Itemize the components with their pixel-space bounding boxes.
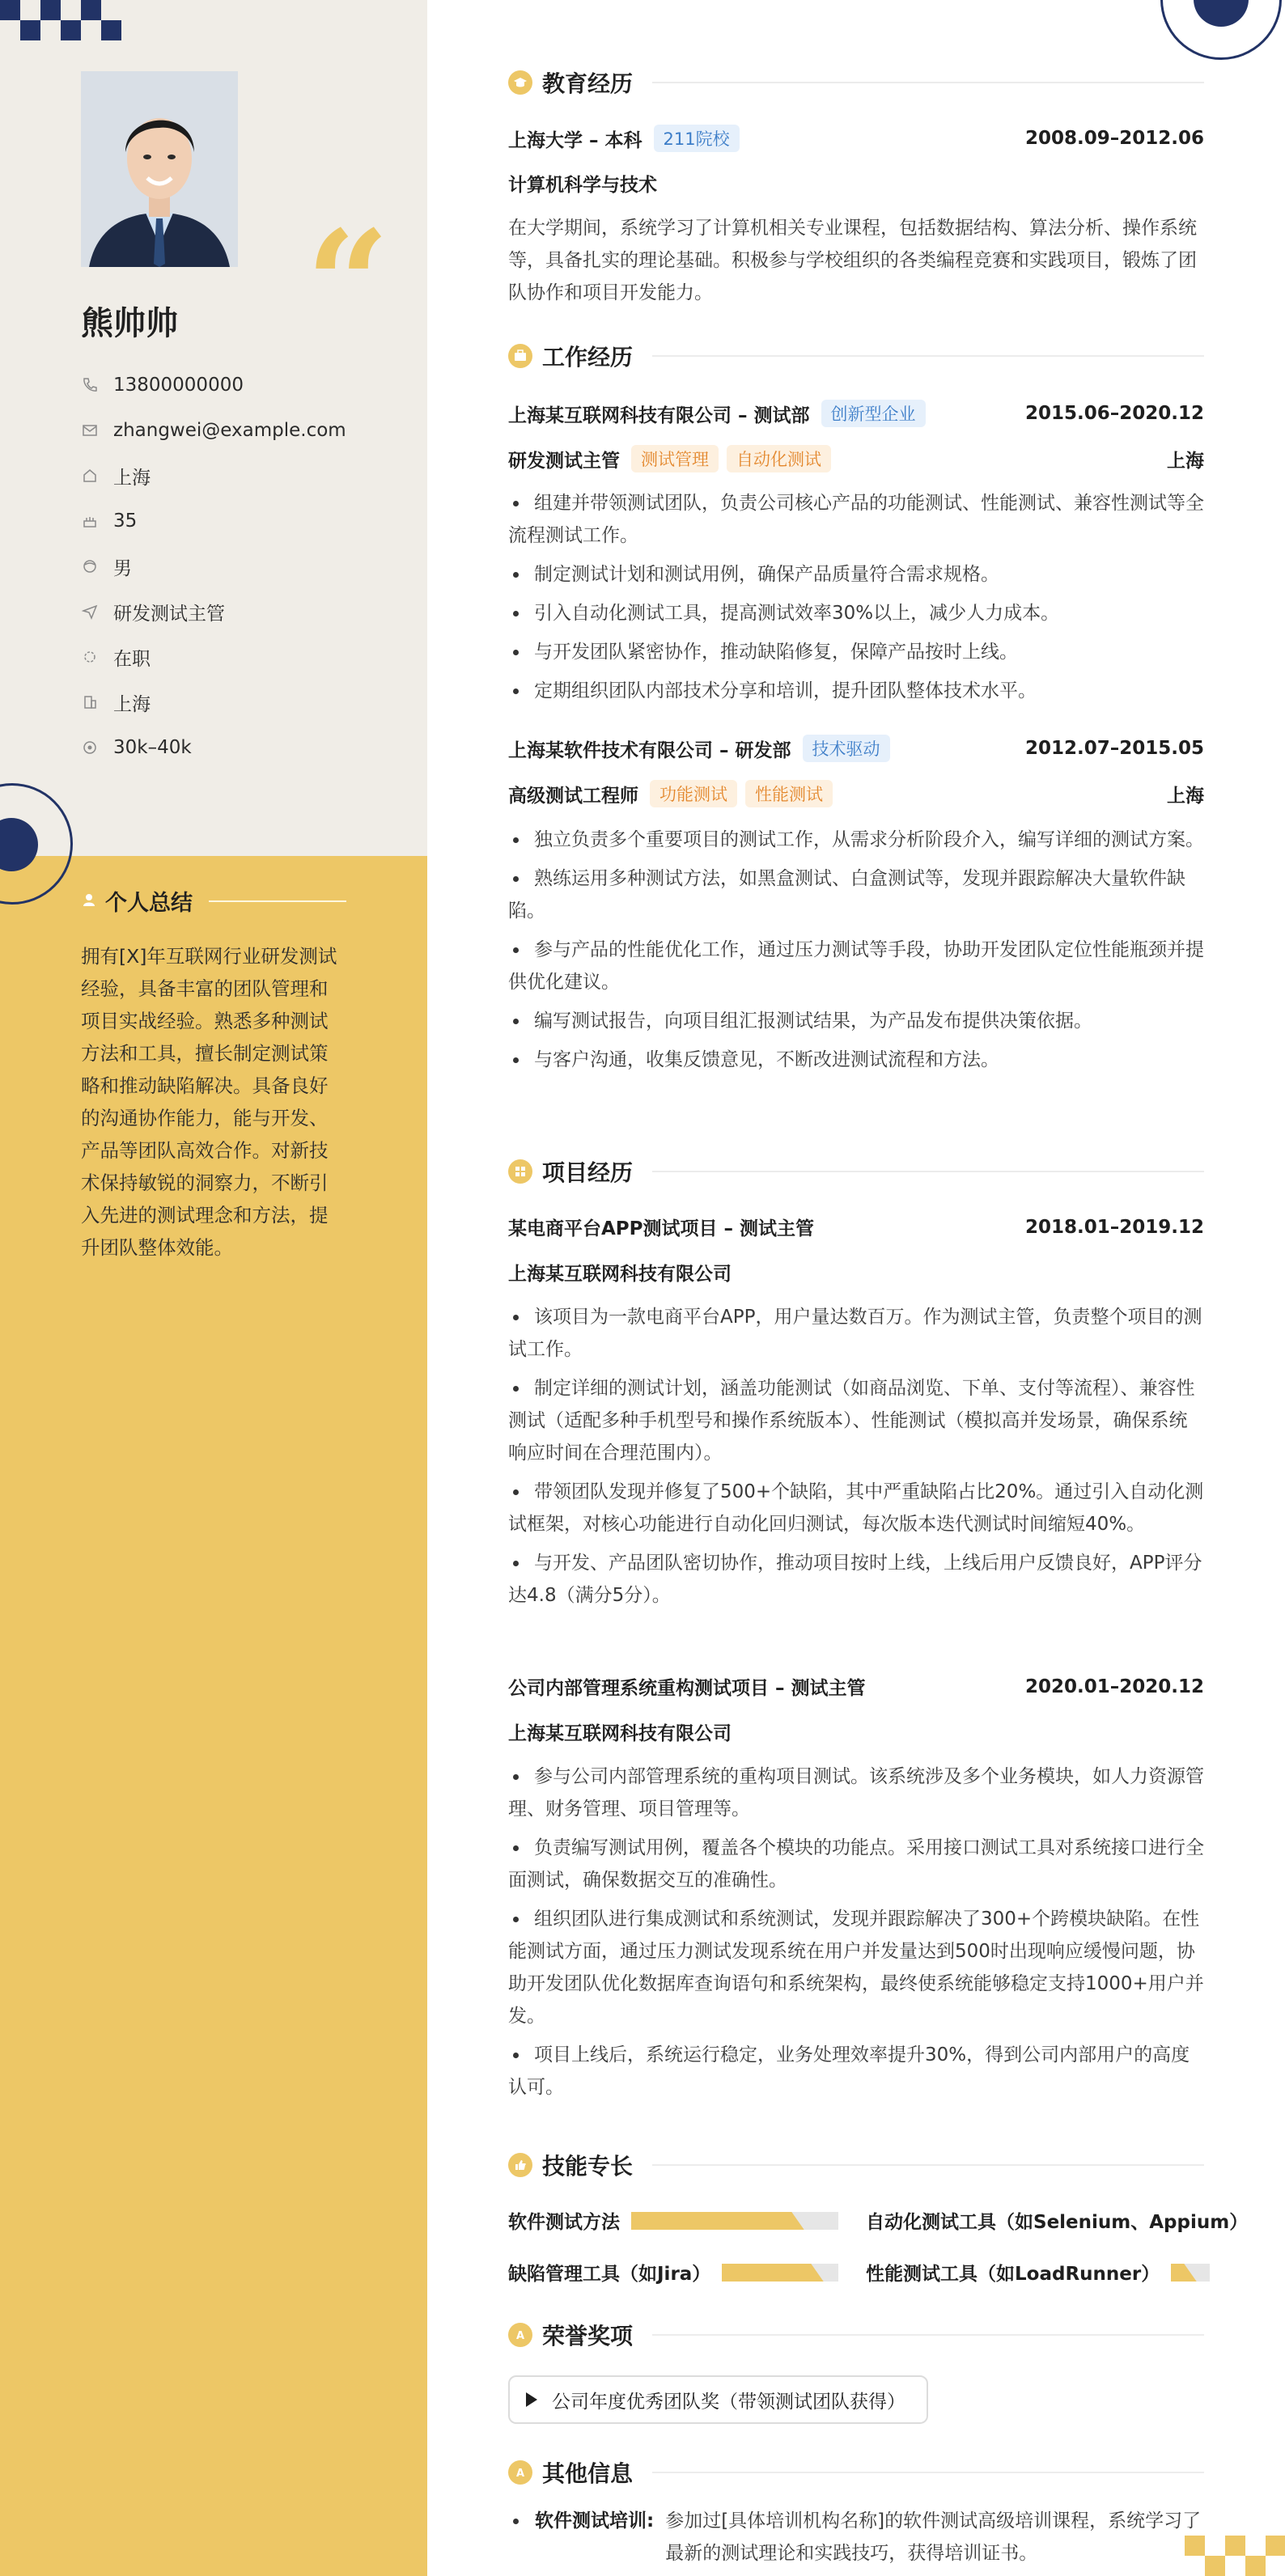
list-item: 独立负责多个重要项目的测试工作，从需求分析阶段介入，编写详细的测试方案。 bbox=[508, 824, 1204, 856]
info-city: 上海 bbox=[81, 680, 346, 725]
skill-item: 性能测试工具（如LoadRunner） bbox=[866, 2259, 1210, 2286]
school-tag: 211院校 bbox=[654, 125, 740, 152]
list-item: 带领团队发现并修复了500+个缺陷，其中严重缺陷占比20%。通过引入自动化测试框架，对核心功能进行自动化回归测试，每次版本迭代测试时间缩短40%。 bbox=[508, 1476, 1204, 1540]
project-1-company: 上海某互联网科技有限公司 bbox=[508, 1264, 732, 1285]
project-2-header: 公司内部管理系统重构测试项目 – 测试主管 2020.01–2020.12 bbox=[508, 1676, 1204, 1699]
skill-bar bbox=[722, 2264, 838, 2282]
svg-text:A: A bbox=[515, 2468, 525, 2480]
grid-icon bbox=[508, 1159, 532, 1184]
education-heading: 教育经历 bbox=[508, 66, 1204, 99]
contact-info-list bbox=[81, 362, 346, 770]
phone-icon bbox=[81, 376, 99, 394]
info-icon bbox=[508, 2460, 532, 2485]
quote-decoration: “ bbox=[306, 199, 380, 370]
status-icon bbox=[81, 648, 99, 666]
list-item: 编写测试报告，向项目组汇报测试结果，为产品发布提供决策依据。 bbox=[508, 1005, 1204, 1037]
list-item: 项目上线后，系统运行稳定，业务处理效率提升30%，得到公司内部用户的高度认可。 bbox=[508, 2039, 1204, 2104]
skill-item: 软件测试方法 bbox=[508, 2207, 838, 2234]
home-icon bbox=[81, 467, 99, 485]
company-tag: 创新型企业 bbox=[821, 400, 926, 427]
info-age: 35 bbox=[81, 498, 346, 544]
projects-heading: 项目经历 bbox=[508, 1155, 1204, 1188]
list-item: 参与产品的性能优化工作，通过压力测试等手段，协助开发团队定位性能瓶颈并提供优化建议。 bbox=[508, 934, 1204, 998]
list-item: 定期组织团队内部技术分享和培训，提升团队整体技术水平。 bbox=[508, 675, 1204, 707]
education-major: 计算机科学与技术 bbox=[508, 175, 657, 196]
profile-name: 熊帅帅 bbox=[81, 305, 178, 342]
info-position: 研发测试主管 bbox=[81, 589, 346, 634]
skill-bar bbox=[631, 2212, 838, 2230]
svg-text:A: A bbox=[515, 2330, 525, 2342]
job-2-bullets bbox=[508, 824, 1204, 1083]
job-1-bullets bbox=[508, 487, 1204, 714]
sidebar bbox=[0, 0, 427, 2576]
info-gender: 男 bbox=[81, 544, 346, 589]
info-location: 上海 bbox=[81, 453, 346, 498]
skill-tag: 测试管理 bbox=[631, 445, 719, 472]
job-2-header: 上海某软件技术有限公司 – 研发部 技术驱动 2012.07–2015.05 bbox=[508, 735, 1204, 762]
play-icon bbox=[526, 2392, 537, 2407]
other-heading: A 其他信息 bbox=[508, 2456, 1204, 2489]
info-phone: 13800000000 bbox=[81, 362, 346, 408]
project-2-company: 上海某互联网科技有限公司 bbox=[508, 1723, 732, 1744]
job-1-header: 上海某互联网科技有限公司 – 测试部 创新型企业 2015.06–2020.12 bbox=[508, 400, 1204, 427]
award-item[interactable]: 公司年度优秀团队奖（带领测试团队获得） bbox=[508, 2375, 928, 2424]
education-row: 上海大学 – 本科 211院校 2008.09–2012.06 bbox=[508, 125, 1204, 152]
skill-bar bbox=[1171, 2264, 1210, 2282]
list-item: 引入自动化测试工具，提高测试效率30%以上，减少人力成本。 bbox=[508, 597, 1204, 629]
list-item: 该项目为一款电商平台APP，用户量达数百万。作为测试主管，负责整个项目的测试工作。 bbox=[508, 1301, 1204, 1366]
mail-icon bbox=[81, 422, 99, 439]
graduation-cap-icon bbox=[508, 70, 532, 95]
project-2-bullets bbox=[508, 1760, 1204, 2110]
work-heading: 工作经历 bbox=[508, 340, 1204, 372]
skill-tag: 功能测试 bbox=[650, 780, 737, 807]
list-item: 组织团队进行集成测试和系统测试，发现并跟踪解决了300+个跨模块缺陷。在性能测试方面，通过压力测试发现系统在用户并发量达到500时出现响应缓慢问题，协助开发团队优化数据库查询语句和系统架构，最终使系统能够稳定支持1000+用户并发。 bbox=[508, 1903, 1204, 2032]
award-icon bbox=[508, 2323, 532, 2347]
summary-text: 拥有[X]年互联网行业研发测试经验，具备丰富的团队管理和项目实战经验。熟悉多种测试方法和工具，擅长制定测试策略和推动缺陷解决。具备良好的沟通协作能力，能与开发、产品等团队高效合作。对新技术保持敏锐的洞察力，不断引入先进的测试理念和方法，提升团队整体效能。 bbox=[81, 945, 337, 1259]
skill-tag: 自动化测试 bbox=[727, 445, 831, 472]
info-email: zhangwei@example.com bbox=[81, 408, 346, 453]
list-item: 与客户沟通，收集反馈意见，不断改进测试流程和方法。 bbox=[508, 1044, 1204, 1076]
info-status: 在职 bbox=[81, 634, 346, 680]
skill-tag: 性能测试 bbox=[745, 780, 833, 807]
list-item: 负责编写测试用例，覆盖各个模块的功能点。采用接口测试工具对系统接口进行全面测试，确保数据交互的准确性。 bbox=[508, 1832, 1204, 1896]
list-item: 组建并带领测试团队，负责公司核心产品的功能测试、性能测试、兼容性测试等全流程测试工作。 bbox=[508, 487, 1204, 552]
person-icon bbox=[81, 892, 97, 911]
salary-icon bbox=[81, 739, 99, 756]
summary-heading: 个人总结 bbox=[81, 885, 346, 917]
briefcase-icon bbox=[508, 344, 532, 368]
list-item: 参与公司内部管理系统的重构项目测试。该系统涉及多个业务模块，如人力资源管理、财务管理、项目管理等。 bbox=[508, 1760, 1204, 1825]
skills-heading: 技能专长 bbox=[508, 2149, 1204, 2181]
other-item: 软件测试培训: 参加过[具体培训机构名称]的软件测试高级培训课程，系统学习了最新的测试理论和实践技巧，获得培训证书。 bbox=[508, 2505, 1204, 2570]
project-1-bullets bbox=[508, 1301, 1204, 1618]
list-item: 制定测试计划和测试用例，确保产品质量符合需求规格。 bbox=[508, 558, 1204, 591]
avatar-photo bbox=[81, 71, 238, 267]
education-desc: 在大学期间，系统学习了计算机相关专业课程，包括数据结构、算法分析、操作系统等，具备扎实的理论基础。积极参与学校组织的各类编程竞赛和实践项目，锻炼了团队协作和项目开发能力。 bbox=[508, 218, 1197, 303]
circle-decoration-top bbox=[1160, 0, 1282, 60]
thumb-icon bbox=[508, 2153, 532, 2177]
info-salary: 30k–40k bbox=[81, 725, 346, 770]
gender-icon bbox=[81, 557, 99, 575]
awards-heading: A 荣誉奖项 bbox=[508, 2319, 1204, 2351]
job-2-role: 高级测试工程师 功能测试 性能测试 上海 bbox=[508, 780, 1204, 807]
list-item: 与开发、产品团队密切协作，推动项目按时上线，上线后用户反馈良好，APP评分达4.8（满分5分）。 bbox=[508, 1547, 1204, 1612]
company-tag: 技术驱动 bbox=[803, 735, 890, 762]
skill-item: 缺陷管理工具（如Jira） bbox=[508, 2259, 838, 2286]
building-icon bbox=[81, 693, 99, 711]
skill-item: 自动化测试工具（如Selenium、Appium） bbox=[866, 2212, 1249, 2233]
job-1-role: 研发测试主管 测试管理 自动化测试 上海 bbox=[508, 445, 1204, 472]
list-item: 熟练运用多种测试方法，如黑盒测试、白盒测试等，发现并跟踪解决大量软件缺陷。 bbox=[508, 862, 1204, 927]
list-item: 与开发团队紧密协作，推动缺陷修复，保障产品按时上线。 bbox=[508, 636, 1204, 668]
send-icon bbox=[81, 603, 99, 621]
cake-icon bbox=[81, 512, 99, 530]
project-1-header: 某电商平台APP测试项目 – 测试主管 2018.01–2019.12 bbox=[508, 1216, 1204, 1239]
list-item: 制定详细的测试计划，涵盖功能测试（如商品浏览、下单、支付等流程）、兼容性测试（适配多种手机型号和操作系统版本）、性能测试（模拟高并发场景，确保系统响应时间在合理范围内）。 bbox=[508, 1372, 1204, 1469]
